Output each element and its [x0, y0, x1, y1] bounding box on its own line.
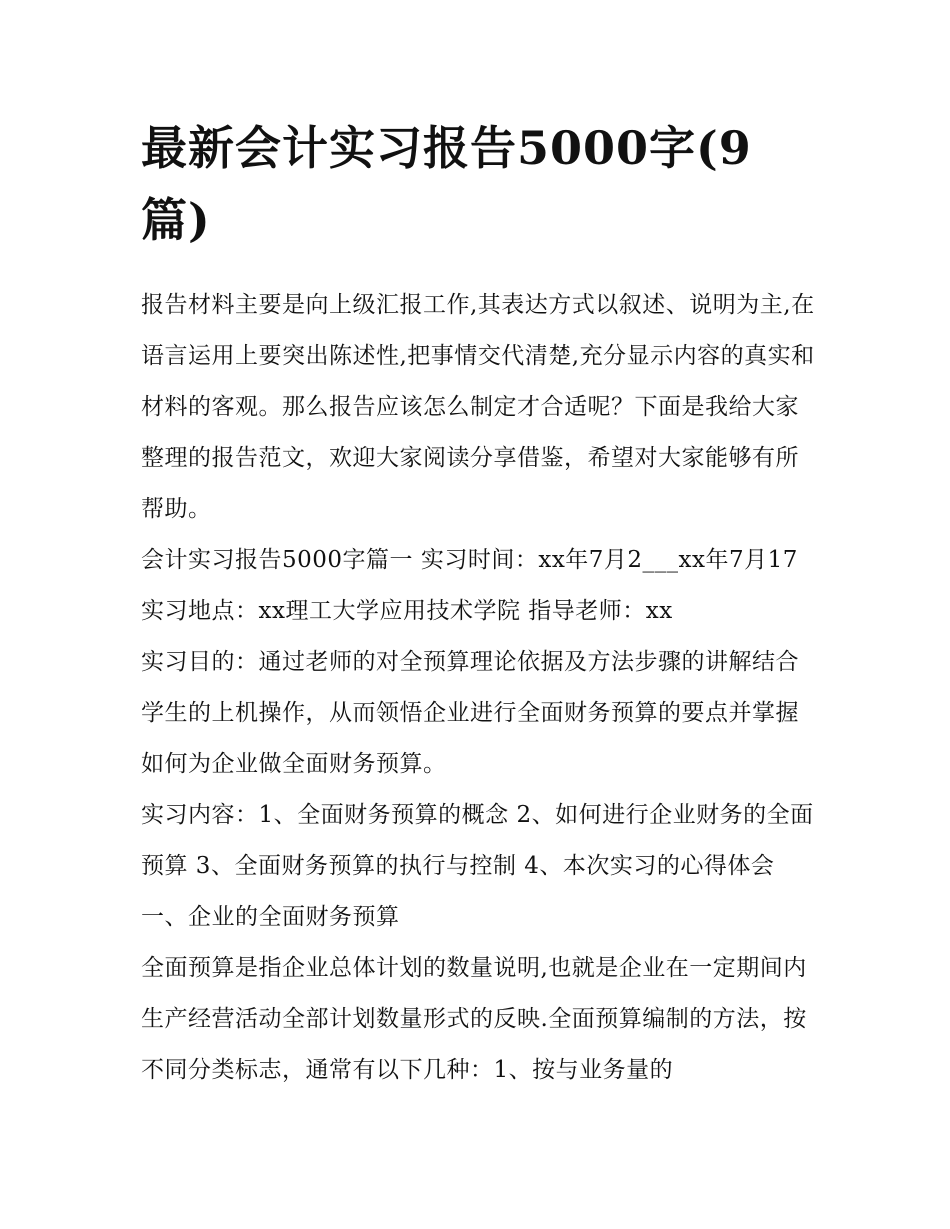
internship-purpose-paragraph: 实习目的：通过老师的对全预算理论依据及方法步骤的讲解结合学生的上机操作，从而领悟企业进行全面财务预算的要点并掌握如何为企业做全面财务预算。 — [141, 649, 799, 777]
document-body — [141, 112, 816, 1096]
budget-definition-paragraph: 全面预算是指企业总体计划的数量说明,也就是企业在一定期间内生产经营活动全部计划数量形式的反映.全面预算编制的方法，按不同分类标志，通常有以下几种：1、按与业务量的 — [141, 955, 807, 1083]
document-title: 最新会计实习报告5000字(9篇) — [141, 121, 752, 247]
intro-paragraph: 报告材料主要是向上级汇报工作,其表达方式以叙述、说明为主,在语言运用上要突出陈述性,把事情交代清楚,充分显示内容的真实和材料的客观。那么报告应该怎么制定才合适呢？下面是我给大家整理的报告范文，欢迎大家阅读分享借鉴，希望对大家能够有所帮助。 — [141, 292, 815, 522]
internship-content-paragraph: 实习内容：1、全面财务预算的概念 2、如何进行企业财务的全面预算 3、全面财务预算的执行与控制 4、本次实习的心得体会 一、企业的全面财务预算 — [141, 802, 814, 930]
internship-info-paragraph: 会计实习报告5000字篇一 实习时间：xx年7月2___xx年7月17 实习地点：xx理工大学应用技术学院 指导老师：xx — [141, 547, 798, 624]
